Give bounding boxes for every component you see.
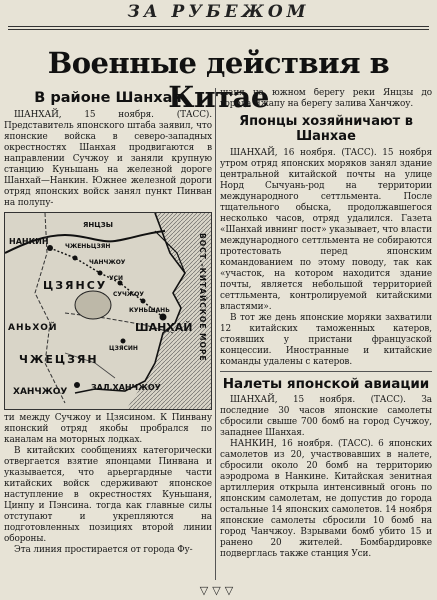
- article-paragraph: шаня на южном берегу реки Янцзы до города Чжапу на берегу залива Ханчжоу.: [220, 88, 432, 109]
- map-label-yangtze: ЯНЦЗЫ: [83, 221, 113, 229]
- article-paragraph: В тот же день японские моряки захватили 12 китайских таможенных катеров, стоявших у пристани французской концессии. Иностранные и китайские команды удалены с катеров.: [220, 313, 432, 367]
- column-divider: [215, 88, 216, 580]
- map-label-shanghai: ШАНХАЙ: [135, 321, 193, 334]
- rubric-rule-top: [8, 26, 429, 27]
- article-paragraph: ШАНХАЙ, 15 ноября. (ТАСС). Представитель японского штаба заявил, что японские войска в северо-западных окрестностях Шанхая продвигаются в направлении Сучжоу и заняли крупную станцию Куньшань на железной дороге Шанхай—Нанкин. Южнее железной дороги отряд японских войск занял пункт Пинван на полупу-: [4, 110, 212, 208]
- end-of-article-mark: ▽▽▽: [199, 584, 238, 597]
- map-label-nanking: НАНКИН: [9, 237, 49, 246]
- map-label-hanchzhou: ХАНЧЖОУ: [13, 387, 68, 397]
- map-label-anhoi: АНЬХОЙ: [8, 323, 58, 333]
- rubric-rule-bottom: [8, 29, 429, 30]
- map-label-bay: ЗАЛ.ХАНЧЖОУ: [91, 383, 161, 392]
- map-label-uxi: УСИ: [109, 275, 124, 282]
- map-label-chzhenczyan: ЧЖЕНЬЦЗЯН: [65, 243, 111, 250]
- article-paragraph: ти между Сучжоу и Цзясином. К Пинвану японский отряд якобы пробрался по каналам на моторных лодках.: [4, 413, 212, 445]
- subhead-japanese-in-shanghai: Японцы хозяйничают в Шанхае: [239, 114, 413, 144]
- article-paragraph: В китайских сообщениях категорически отвергается взятие японцами Пинвана и указывается, что арьергардные части китайских войск сдерживают японское наступление в окрестностях Куньшаня, Цинпу и Пэнсина. тогда как главные силы отступают и укрепляются на подготовленных позициях второй линии обороны.: [4, 446, 212, 544]
- article-paragraph: НАНКИН, 16 ноября. (ТАСС). 6 японских самолетов из 20, участвовавших в налете, сбросили около 20 бомб на территорию аэродрома в Нанкине. Китайская зенитная артиллерия открыла интенсивный огонь по японским самолетам, не допустив до города остальные 14 японских самолетов. 14 ноября японские самолеты сбросили 10 бомб на город Чанчжоу. Взрывами бомб убито 15 и ранено 20 жителей. Бомбардировке подверглась также станция Уси.: [220, 439, 432, 559]
- article-paragraph: ШАНХАЙ, 15 ноября. (ТАСС). За последние 30 часов японские самолеты сбросили свыше 700 бомб на город Сучжоу, западнее Шанхая.: [220, 395, 432, 438]
- map-label-tszyansu: ЦЗЯНСУ: [43, 279, 108, 292]
- section-divider: [220, 371, 432, 372]
- subhead-shanghai-area: В районе Шанхая: [34, 90, 182, 106]
- map-label-changzhou: ЧАНЧЖОУ: [89, 259, 126, 266]
- map-label-chzhetszyan: ЧЖЕЦЗЯН: [19, 353, 99, 366]
- map-figure: [4, 212, 212, 410]
- article-paragraph: Эта линия простирается от города Фу-: [14, 545, 193, 555]
- subhead-air-raids: Налеты японской авиации: [222, 376, 430, 392]
- right-column: [220, 88, 432, 594]
- headline: Военные действия в Китае: [47, 46, 390, 114]
- map-label-sea: ВОСТ.-КИТАЙСКОЕ МОРЕ: [198, 233, 207, 362]
- map-label-suchzhou: СУЧЖОУ: [113, 291, 144, 298]
- article-paragraph: ШАНХАЙ, 16 ноября. (ТАСС). 15 ноября утром отряд японских моряков занял здание центральной китайской почты на улице Норд Сычуань-род на территории международного сеттльмента. После тщательного обыска, продолжавшегося несколько часов, отряд удалился. Газета «Шанхай ивнинг пост» указывает, что власти международного сеттльмента не собираются протестовать перед японским командованием по этому поводу, так как «участок, на котором находится здание почты, является небольшой территорией сеттльмента, контролируемой китайскими властями».: [220, 148, 432, 312]
- map-label-kunshan: КУНЬШАНЬ: [129, 307, 170, 314]
- section-rubric: ЗА РУБЕЖОМ: [127, 2, 310, 22]
- map-label-czyasin: ЦЗЯСИН: [109, 345, 138, 352]
- left-column: [4, 88, 212, 594]
